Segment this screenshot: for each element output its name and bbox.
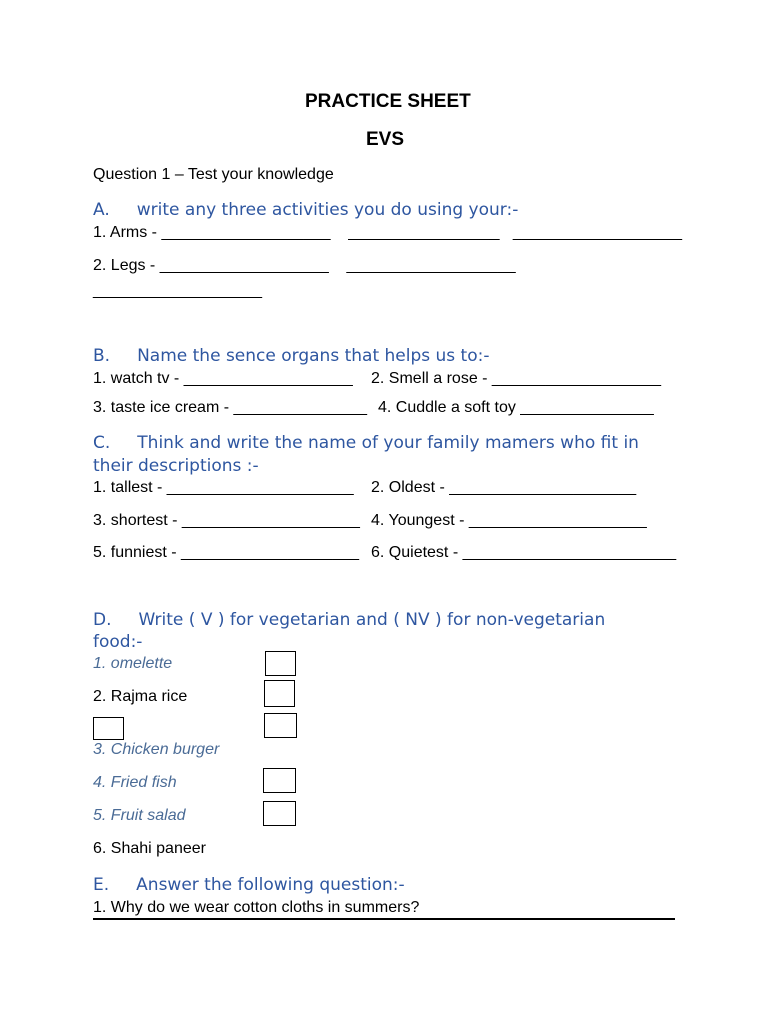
subject-title: EVS xyxy=(366,129,405,150)
youngest-line: 4. Youngest - ____________________ xyxy=(371,512,647,529)
funniest-line: 5. funniest - ____________________ xyxy=(93,544,360,561)
question-1-label: Question 1 – Test your knowledge xyxy=(93,166,334,183)
food-item-omelette: 1. omelette xyxy=(93,655,173,672)
section-a-heading: A. write any three activities you do using your:- xyxy=(93,200,519,220)
food-item-rajma-rice: 2. Rajma rice xyxy=(93,688,188,705)
question-e1: 1. Why do we wear cotton cloths in summers? xyxy=(93,899,420,916)
answer-line[interactable] xyxy=(93,918,675,920)
food-item-chicken-burger: 3. Chicken burger xyxy=(93,741,220,758)
page-title: PRACTICE SHEET xyxy=(305,91,471,112)
section-d-heading-continued: food:- xyxy=(93,632,143,652)
legs-line: 2. Legs - ___________________ ___________________ xyxy=(93,257,516,274)
quietest-line: 6. Quietest - ________________________ xyxy=(371,544,677,561)
tallest-line: 1. tallest - _____________________ xyxy=(93,479,354,496)
cuddle-toy-line: 4. Cuddle a soft toy _______________ xyxy=(378,399,654,416)
smell-rose-line: 2. Smell a rose - ___________________ xyxy=(371,370,661,387)
arms-line: 1. Arms - ___________________ _________________ ___________________ xyxy=(93,224,682,241)
answer-box-chicken-burger[interactable] xyxy=(93,717,124,740)
section-c-heading-continued: their descriptions :- xyxy=(93,456,259,476)
taste-ice-cream-line: 3. taste ice cream - _______________ xyxy=(93,399,367,416)
section-b-heading: B. Name the sence organs that helps us to:- xyxy=(93,346,490,366)
watch-tv-line: 1. watch tv - ___________________ xyxy=(93,370,353,387)
food-item-fruit-salad: 5. Fruit salad xyxy=(93,807,186,824)
section-c-heading: C. Think and write the name of your family mamers who fit in xyxy=(93,433,639,453)
answer-box-fried-fish[interactable] xyxy=(263,768,296,793)
answer-box-omelette[interactable] xyxy=(265,651,296,676)
answer-box-rajma-rice[interactable] xyxy=(264,680,295,707)
section-e-heading: E. Answer the following question:- xyxy=(93,875,405,895)
section-d-heading: D. Write ( V ) for vegetarian and ( NV ) for non-vegetarian xyxy=(93,610,606,630)
answer-box-extra[interactable] xyxy=(264,713,297,738)
oldest-line: 2. Oldest - _____________________ xyxy=(371,479,637,496)
food-item-fried-fish: 4. Fried fish xyxy=(93,774,177,791)
food-item-shahi-paneer: 6. Shahi paneer xyxy=(93,840,206,857)
shortest-line: 3. shortest - ____________________ xyxy=(93,512,360,529)
legs-line-continued: ___________________ xyxy=(93,282,263,299)
answer-box-fruit-salad[interactable] xyxy=(263,801,296,826)
